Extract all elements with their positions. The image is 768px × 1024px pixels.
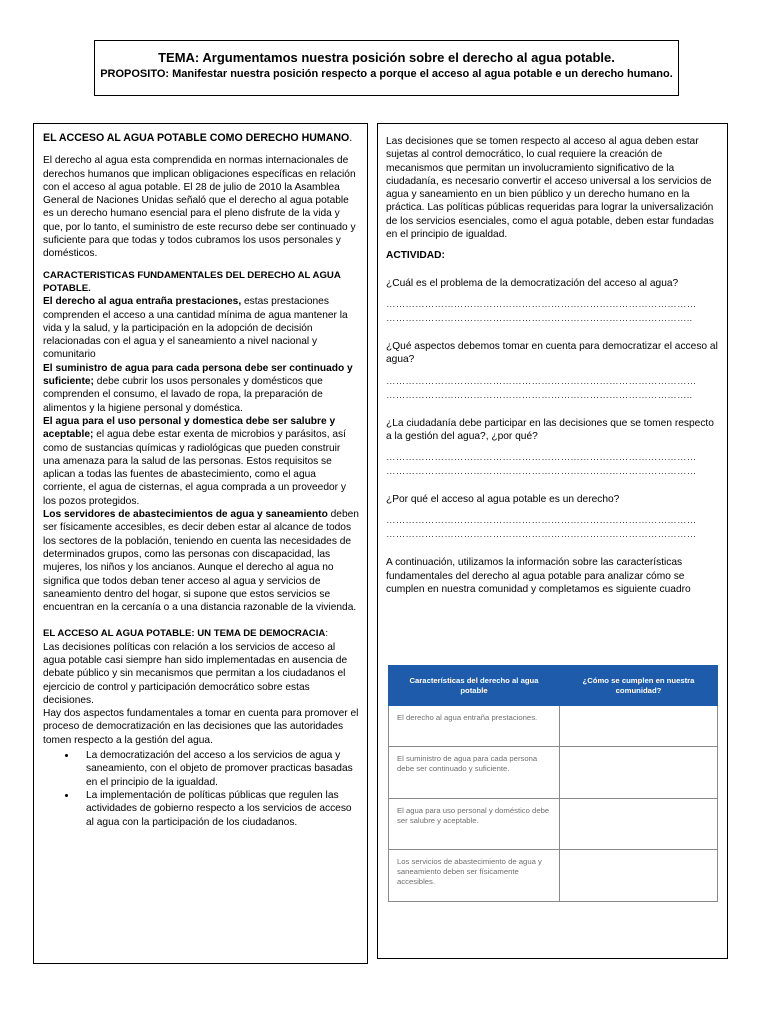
activity-label: ACTIVIDAD: — [386, 250, 445, 262]
characteristic-2: El suministro de agua para cada persona debe ser continuado y suficiente; debe cubrir los usos personales y domésticos que comprenden el consumo, el lavado de ropa, la preparación de alimentos y la higiene personal y doméstica. — [43, 362, 353, 414]
left-title: EL ACCESO AL AGUA POTABLE COMO DERECHO HUMANO. — [43, 132, 353, 144]
table-cell-answer[interactable] — [560, 799, 718, 850]
table-cell: Los servicios de abastecimiento de agua y saneamiento deben ser físicamente accesibles. — [389, 850, 560, 902]
section2-text: Las decisiones políticas con relación a los servicios de acceso al agua potable casi siempre han sido implementadas en ausencia de debate público y sin mecanismos que permitan a los ciudadanos el ejercicio de control y participación democrático sobre estas decisiones. — [43, 641, 348, 706]
list-item: • La democratización del acceso a los servicios de agua y saneamiento, con el objeto de promover practicas basadas en el principio de la igualdad. — [77, 749, 359, 789]
table-row — [389, 747, 718, 799]
table-cell-answer[interactable] — [560, 747, 718, 799]
tema-text: Argumentamos nuestra posición sobre el derecho al agua potable. — [202, 50, 615, 65]
question-3: ¿La ciudadanía debe participar en las decisiones que se tomen respecto a la gestión del agua?, ¿por qué? — [386, 417, 714, 442]
characteristic-1: El derecho al agua entraña prestaciones, estas prestaciones comprenden el acceso a una cantidad mínima de agua mantener la vida y la salud, y la participación en la adopción de decisión relacionadas con el agua y el saneamiento a nivel nacional y comunitario — [43, 296, 348, 361]
proposito-label: PROPOSITO: — [100, 68, 170, 80]
table-cell-answer[interactable] — [560, 850, 718, 902]
characteristic-3: El agua para el uso personal y domestica debe ser salubre y aceptable; el agua debe estar exenta de microbios y parásitos, así como de sustancias químicas y radiológicas que pueden construir una amenaza para la salud de las personas. Estos requisitos se aplican a todas las fuentes de abastecimiento, como el agua corriente, el agua de cisternas, el agua comprada a un proveedor y los pozos protegidos. — [43, 415, 346, 507]
answer-line[interactable]: …………………………………………………………………………………… — [386, 452, 697, 464]
section2-title: EL ACCESO AL AGUA POTABLE: UN TEMA DE DEMOCRACIA: — [43, 628, 328, 640]
left-column — [33, 123, 368, 964]
characteristics-table — [388, 665, 718, 902]
table-row — [389, 799, 718, 850]
answer-line[interactable]: ………………………………………………………………………………….. — [386, 389, 693, 401]
proposito-line — [95, 68, 678, 80]
table-cell: El agua para uso personal y doméstico debe ser salubre y aceptable. — [389, 799, 560, 850]
answer-line[interactable]: …………………………………………………………………………………… — [386, 515, 697, 527]
closing-text: A continuación, utilizamos la información sobre las características fundamentales del derecho al agua potable para analizar cómo se cumplen en nuestra comunidad y completamos es siguiente cuadro — [386, 557, 691, 596]
question-1: ¿Cuál es el problema de la democratización del acceso al agua? — [386, 277, 679, 289]
table-cell-answer[interactable] — [560, 706, 718, 747]
table-row — [389, 706, 718, 747]
section2-text2: Hay dos aspectos fundamentales a tomar en cuenta para promover el proceso de democratización en las decisiones que las autoridades tomen respecto a la gestión del agua. — [43, 708, 359, 746]
question-4: ¿Por qué el acceso al agua potable es un derecho? — [386, 494, 620, 506]
table-row — [389, 850, 718, 902]
table-cell: El suministro de agua para cada persona debe ser continuado y suficiente. — [389, 747, 560, 799]
characteristic-4: Los servidores de abastecimientos de agua y saneamiento deben ser físicamente accesibles, es decir deben estar al alcance de todos los sectores de la población, teniendo en cuenta las necesidades de determinados grupos, como las personas con discapacidad, las mujeres, los niños y los ancianos. Aunque el derecho al agua no significa que todos deban tener acceso al agua y servicios de saneamiento dentro del hogar, si supone que estos servicios se encuentran en la cercanía o a una distancia razonable de la vivienda. — [43, 509, 359, 614]
title-box — [94, 40, 679, 96]
bullet-list — [43, 749, 359, 829]
answer-line[interactable]: …………………………………………………………………………………… — [386, 529, 697, 541]
list-item: • La implementación de políticas públicas que regulen las actividades de gobierno respecto a los servicios de acceso al agua con la participación de los ciudadanos. — [77, 789, 359, 829]
right-column — [377, 123, 728, 959]
answer-line[interactable]: …………………………………………………………………………………… — [386, 466, 697, 478]
question-2: ¿Qué aspectos debemos tomar en cuenta para democratizar el acceso al agua? — [386, 340, 718, 366]
tema-line — [95, 50, 678, 65]
proposito-text: Manifestar nuestra posición respecto a porque el acceso al agua potable e un derecho humano. — [172, 68, 673, 80]
section1-title: CARACTERISTICAS FUNDAMENTALES DEL DERECHO AL AGUA POTABLE. — [43, 269, 341, 294]
table-header-compliance: ¿Cómo se cumplen en nuestra comunidad? — [560, 666, 718, 706]
left-intro: El derecho al agua esta comprendida en normas internacionales de derechos humanos que implican obligaciones específicas en relación con el acceso al agua potable. El 28 de julio de 2010 la Asamblea General de Naciones Unidas señaló que el derecho al agua potable es un derecho humano esencial para el pleno disfrute de la vida y que, por lo tanto, el suministro de este recurso debe ser continuado y suficiente para que todas y todos cubramos los usos personales y domésticos. — [43, 155, 356, 260]
tema-label: TEMA: — [158, 50, 200, 65]
answer-line[interactable]: …………………………………………………………………………………… — [386, 298, 697, 310]
table-header-characteristics: Características del derecho al agua potable — [389, 666, 560, 706]
answer-line[interactable]: …………………………………………………………………………………… — [386, 375, 697, 387]
table-cell: El derecho al agua entraña prestaciones. — [389, 706, 560, 747]
right-intro: Las decisiones que se tomen respecto al acceso al agua deben estar sujetas al control democrático, lo cual requiere la creación de mecanismos que permitan un involucramiento significativo de la ciudadanía, es necesario convertir el acceso universal a los servicios de agua y saneamiento en un bien público y un derecho humano en la práctica. Las políticas públicas requeridas para lograr la universalización de los servicios esenciales, como el agua potable, deben estar fundadas en el principio de igualdad. — [386, 136, 714, 241]
answer-line[interactable]: ………………………………………………………………………………….. — [386, 312, 693, 324]
